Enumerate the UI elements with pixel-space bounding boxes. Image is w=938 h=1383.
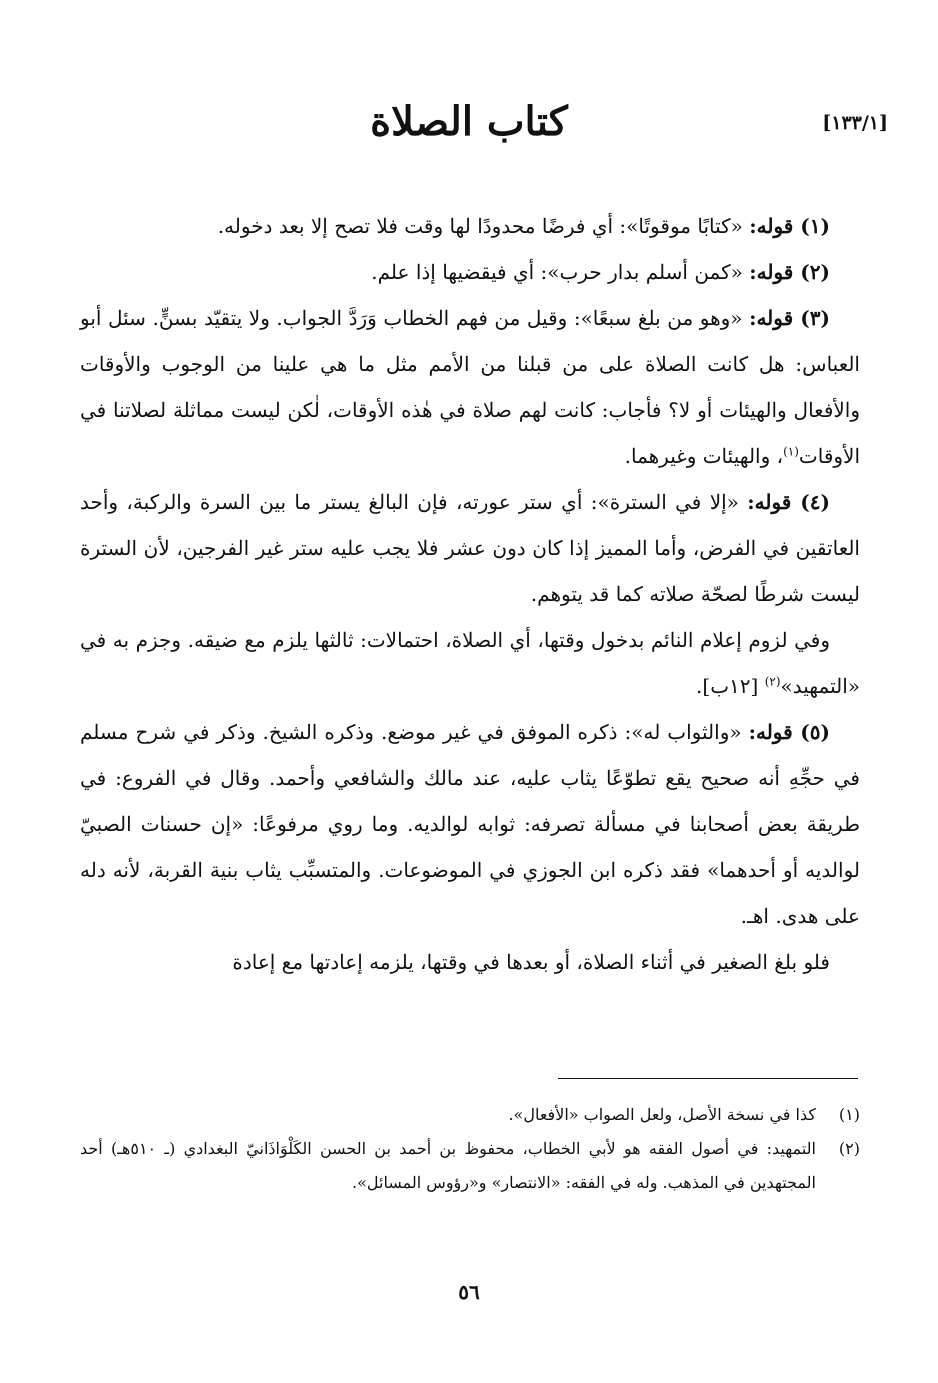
paragraph-text: فلو بلغ الصغير في أثناء الصلاة، أو بعدها في وقتها، يلزمه إعادتها مع إعادة	[232, 950, 830, 974]
paragraph-lead: (١) قوله:	[749, 214, 830, 238]
page-reference: [١٣٣/١]	[822, 112, 888, 134]
paragraph-5	[80, 617, 860, 709]
paragraph-text: «والثواب له»: ذكره الموفق في غير موضع. وذكره الشيخ. وذكر في شرح مسلم في حجِّهِ أنه صحيح يقع تطوّعًا يثاب عليه، عند مالك والشافعي وأحمد. وقال في الفروع: في طريقة بعض أصحابنا في مسألة تصرفه: ثوابه لوالديه. وما روي مرفوعًا: «إن حسنات الصبيّ لوالديه أو أحدهما» فقد ذكره ابن الجوزي في الموضوعات. والمتسبِّب يثاب بنية القربة، لأنه دله على هدى. اهـ.	[80, 720, 860, 928]
paragraph-text: «كتابًا موقوتًا»: أي فرضًا محدودًا لها وقت فلا تصح إلا بعد دخوله.	[217, 214, 750, 238]
main-text	[80, 203, 860, 985]
footnote-number: (٢)	[838, 1139, 860, 1158]
footnote-number: (١)	[838, 1105, 860, 1124]
paragraph-lead: (٥) قوله:	[748, 720, 830, 744]
paragraph-text: «إلا في السترة»: أي ستر عورته، فإن البالغ يستر ما بين السرة والركبة، وأحد العاتقين في الفرض، وأما المميز إذا كان دون عشر فلا يجب عليه ستر غير الفرجين، لأن السترة ليست شرطًا لصحّة صلاته كما قد يتوهم.	[80, 490, 860, 606]
footnotes	[80, 1098, 860, 1200]
footnote-marker[interactable]: (١)	[783, 444, 799, 459]
paragraph-text: «كمن أسلم بدار حرب»: أي فيقضيها إذا علم.	[371, 260, 750, 284]
paragraph-3	[80, 295, 860, 479]
page-title: كتاب الصلاة	[370, 98, 568, 145]
paragraph-tail: ، والهيئات وغيرهما.	[624, 444, 784, 468]
paragraph-6	[80, 709, 860, 939]
footnote-1	[80, 1098, 860, 1132]
footnote-divider	[558, 1078, 858, 1079]
footnote-text: التمهيد: في أصول الفقه هو لأبي الخطاب، محفوظ بن أحمد بن الحسن الكَلْوَاذَانيّ البغدادي (ـ ٥١٠هـ) أحد المجتهدين في المذهب. وله في الفقه: «الانتصار» و«رؤوس المسائل».	[80, 1139, 816, 1192]
page-number: ٥٦	[458, 1280, 480, 1304]
paragraph-text: «وهو من بلغ سبعًا»: وقيل من فهم الخطاب وَرَدَّ الجواب. ولا يتقيّد بسنٍّ. سئل أبو العباس: هل كانت الصلاة على من قبلنا من الأمم مثل ما هي علينا من الوجوب والأوقات والأفعال والهيئات أو لا؟ فأجاب: كانت لهم صلاة في هٰذه الأوقات، لٰكن ليست مماثلة لصلاتنا في الأوقات	[80, 306, 860, 468]
paragraph-lead: (٤) قوله:	[747, 490, 830, 514]
paragraph-lead: (٢) قوله:	[749, 260, 830, 284]
paragraph-2	[80, 249, 860, 295]
footnote-text: كذا في نسخة الأصل، ولعل الصواب «الأفعال».	[508, 1105, 816, 1124]
paragraph-1	[80, 203, 860, 249]
paragraph-7	[80, 939, 860, 985]
paragraph-lead: (٣) قوله:	[749, 306, 830, 330]
footnote-marker[interactable]: (٢)	[764, 674, 781, 689]
paragraph-4	[80, 479, 860, 617]
footnote-2	[80, 1132, 860, 1200]
paragraph-tail: [١٢ب].	[696, 674, 765, 698]
paragraph-text: وفي لزوم إعلام النائم بدخول وقتها، أي الصلاة، احتمالات: ثالثها يلزم مع ضيقه. وجزم به في «التمهيد»	[80, 628, 860, 698]
